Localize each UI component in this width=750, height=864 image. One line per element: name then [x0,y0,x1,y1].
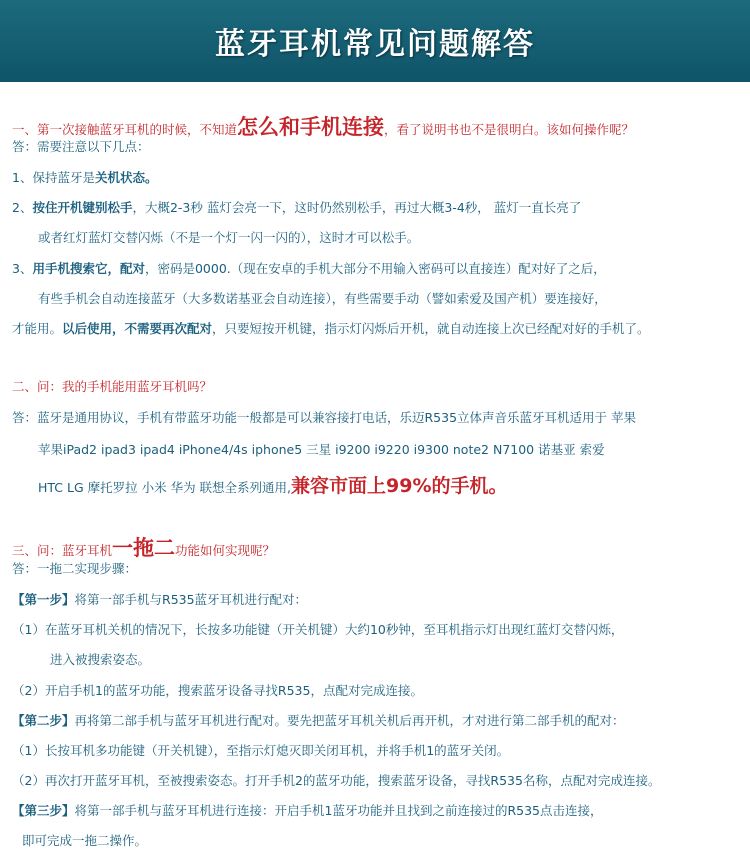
q2-answer-line3-prefix: HTC LG 摩托罗拉 小米 华为 联想全系列通用, [38,480,292,495]
q3-step-2-item-1: （1）长按耳机多功能键（开关机键），至指示灯熄灭即关闭耳机，并将手机1的蓝牙关闭。 [12,743,510,758]
q1-step-3-cont2 [12,319,650,339]
q1-step-1 [12,168,157,188]
q1-step-3-cont2-suffix: ，只要短按开机键，指示灯闪烁后开机，就自动连接上次已经配对好的手机了。 [212,321,650,336]
q3-step-1 [12,590,307,610]
q2-answer-line3 [38,476,508,498]
q1-step-2-num: 2、 [12,200,33,215]
q1-step-2-text: ，大概2-3秒 蓝灯会亮一下，这时仍然别松手，再过大概3-4秒， 蓝灯一直长亮了 [132,200,582,215]
q3-step-2-text: 再将第二部手机与蓝牙耳机进行配对。要先把蓝牙耳机关机后再开机，才对进行第二部手机的配对： [74,713,625,728]
q1-step-2 [12,198,581,218]
q3-step-3-text: 将第一部手机与蓝牙耳机进行连接：开启手机1蓝牙功能并且找到之前连接过的R535点击连接， [74,803,603,818]
q1-answer-intro: 答：需要注意以下几点： [12,139,150,154]
q1-step-3-cont1: 有些手机会自动连接蓝牙（大多数诺基亚会自动连接），有些需要手动（譬如索爱及国产机）要连接好， [38,291,607,306]
q3-step-1-item-1-cont: 进入被搜索姿态。 [50,652,151,667]
q3-step-3-label: 【第三步】 [12,803,75,818]
q3-step-3 [12,801,603,821]
q1-prefix: 一、第一次接触蓝牙耳机的时候，不知道 [12,122,238,137]
q1-highlight: 怎么和手机连接 [237,115,385,139]
q1-step-2-cont: 或者红灯蓝灯交替闪烁（不是一个灯一闪一闪的），这时才可以松手。 [38,230,420,245]
q2-answer-line1: 答：蓝牙是通用协议，手机有带蓝牙功能一般都是可以兼容接打电话，乐迈R535立体声音乐蓝牙耳机适用于 苹果 [12,410,637,425]
q1-step-2-bold: 按住开机键别松手 [32,200,133,215]
q1-step-3-cont2-prefix: 才能用。 [12,321,63,336]
q3-suffix: 功能如何实现呢？ [175,543,276,558]
q3-prefix: 三、问：蓝牙耳机 [12,543,113,558]
q3-step-1-label: 【第一步】 [12,592,75,607]
q3-step-2-label: 【第二步】 [12,713,75,728]
q3-step-1-item-1: （1）在蓝牙耳机关机的情况下，长按多功能键（开关机键）大约10秒钟，至耳机指示灯出现红蓝灯交替闪烁， [12,622,624,637]
q1-step-3-text: ，密码是0000.（现在安卓的手机大部分不用输入密码可以直接连）配对好了之后， [144,261,606,276]
q1-step-3-bold: 用手机搜索它，配对 [32,261,145,276]
q1-suffix: ，看了说明书也不是很明白。该如何操作呢？ [384,122,635,137]
q3-step-1-text: 将第一部手机与R535蓝牙耳机进行配对： [74,592,308,607]
q3-highlight: 一拖二 [112,536,176,560]
q1-step-3-num: 3、 [12,261,33,276]
page-title: 蓝牙耳机常见问题解答 [215,27,535,62]
q2-answer-line3-highlight: 兼容市面上99%的手机。 [291,475,508,497]
q1-step-1-text: 1、保持蓝牙是 [12,170,95,185]
q3-step-1-item-2: （2）开启手机1的蓝牙功能，搜索蓝牙设备寻找R535，点配对完成连接。 [12,683,423,698]
q3-question [12,538,275,561]
q3-step-2 [12,711,625,731]
q3-step-2-item-2: （2）再次打开蓝牙耳机，至被搜索姿态。打开手机2的蓝牙功能，搜索蓝牙设备，寻找R535名称，点配对完成连接。 [12,773,661,788]
q3-answer-intro: 答：一拖二实现步骤： [12,561,138,576]
q3-step-3-cont: 即可完成一拖二操作。 [22,833,148,848]
q2-answer-line2: 苹果iPad2 ipad3 ipad4 iPhone4/4s iphone5 三星 i9200 i9220 i9300 note2 N7100 诺基亚 索爱 [38,442,605,457]
q1-step-1-bold: 关机状态。 [94,170,158,185]
title-banner [0,0,750,82]
q2-question: 二、问：我的手机能用蓝牙耳机吗？ [12,379,213,394]
q1-step-3 [12,259,606,279]
q1-step-3-cont2-bold: 以后使用，不需要再次配对 [62,321,213,336]
